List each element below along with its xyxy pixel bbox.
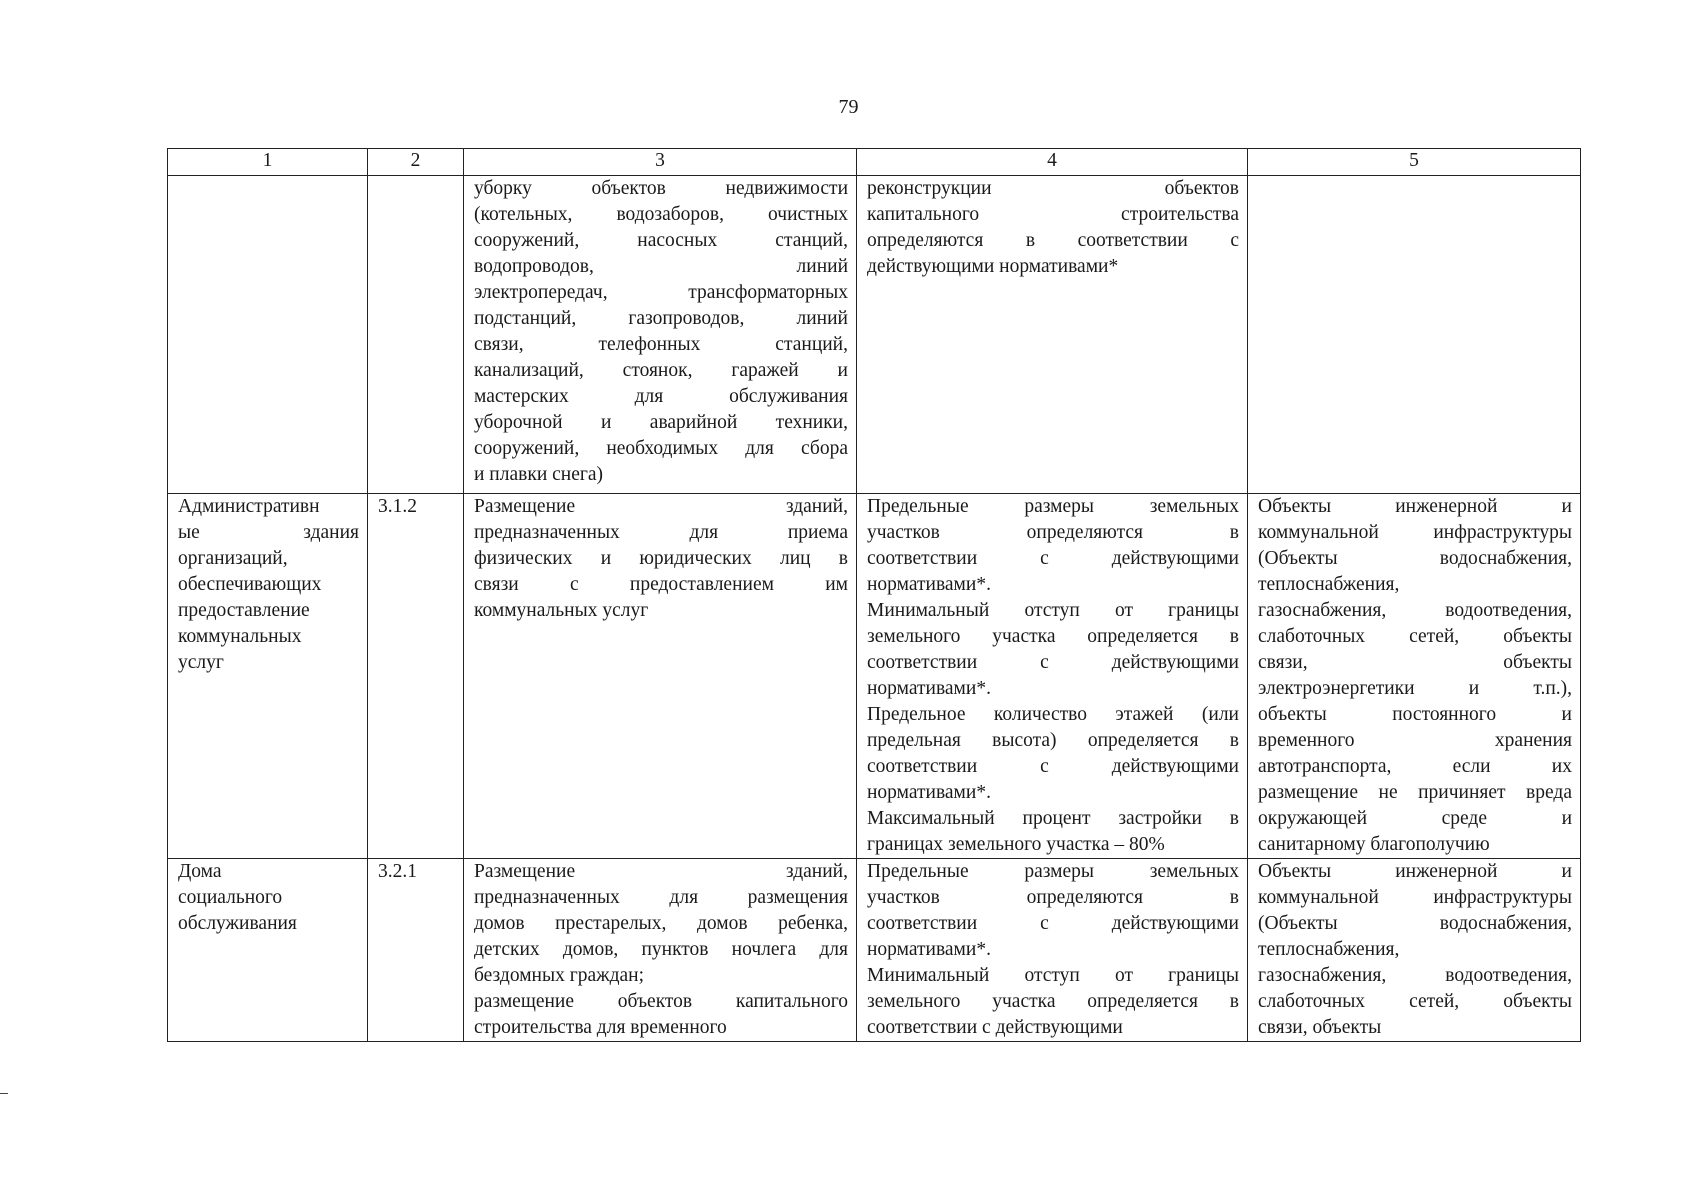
cell-text-line: сооружений, необходимых для сбора	[474, 438, 848, 459]
cell-text-line: теплоснабжения,	[1258, 574, 1400, 595]
cell-text-line: Предельные размеры земельных	[867, 496, 1239, 517]
cell-text-line: объекты постоянного и	[1258, 704, 1572, 725]
cell-text-line: бездомных граждан;	[474, 965, 645, 986]
cell-col1	[168, 494, 368, 859]
cell-text-line: соответствии с действующими	[867, 913, 1239, 934]
cell-text-line: нормативами*.	[867, 782, 991, 803]
cell-text-line: связи, телефонных станций,	[474, 334, 848, 355]
cell-text-line: размещение не причиняет вреда	[1258, 782, 1572, 803]
cell-text-line: сооружений, насосных станций,	[474, 230, 848, 251]
cell-text-line: газоснабжения, водоотведения,	[1258, 965, 1572, 986]
cell-col1	[168, 176, 368, 494]
cell-text-line: и плавки снега)	[474, 464, 604, 485]
cell-text-line: газоснабжения, водоотведения,	[1258, 600, 1572, 621]
cell-col5	[1248, 859, 1581, 1042]
cell-text-line: обеспечивающих	[178, 574, 322, 595]
cell-text-line: предназначенных для приема	[474, 522, 848, 543]
cell-text-line: коммунальных услуг	[474, 600, 649, 621]
cell-text-line: Минимальный отступ от границы	[867, 965, 1239, 986]
cell-text-line: электроэнергетики и т.п.),	[1258, 678, 1572, 699]
cell-text-line: детских домов, пунктов ночлега для	[474, 939, 848, 960]
cell-text-line: Дома	[178, 861, 222, 882]
cell-text-line: мастерских для обслуживания	[474, 386, 848, 407]
cell-text-line: Минимальный отступ от границы	[867, 600, 1239, 621]
cell-text-line: Объекты инженерной и	[1258, 496, 1572, 517]
cell-text-line: окружающей среде и	[1258, 808, 1572, 829]
cell-col4	[857, 176, 1248, 494]
cell-text-line: размещение объектов капитального	[474, 991, 848, 1012]
header-col-1: 1	[168, 149, 368, 176]
cell-text-line: организаций,	[178, 548, 288, 569]
cell-col5	[1248, 494, 1581, 859]
cell-text-line: (котельных, водозаборов, очистных	[474, 204, 848, 225]
cell-col2: 3.2.1	[368, 859, 464, 1042]
cell-text-line: временного хранения	[1258, 730, 1572, 751]
cell-text-line: реконструкции объектов	[867, 178, 1239, 199]
cell-text-line: предназначенных для размещения	[474, 887, 848, 908]
cell-text-line: строительства для временного	[474, 1017, 727, 1038]
cell-text-line: Объекты инженерной и	[1258, 861, 1572, 882]
cell-text-line: (Объекты водоснабжения,	[1258, 913, 1572, 934]
cell-text-line: связи, объекты	[1258, 1017, 1382, 1038]
cell-text-line: участков определяются в	[867, 887, 1239, 908]
cell-text-line: Предельные размеры земельных	[867, 861, 1239, 882]
table-row-social-service-homes	[168, 859, 1581, 1042]
cell-text-line: соответствии с действующими	[867, 548, 1239, 569]
cell-text-line: уборочной и аварийной техники,	[474, 412, 848, 433]
cell-col3	[464, 494, 857, 859]
cell-text-line: капитального строительства	[867, 204, 1239, 225]
land-use-table	[167, 148, 1581, 1042]
cell-col2: 3.1.2	[368, 494, 464, 859]
page-number: 79	[838, 96, 859, 118]
cell-text-line: Размещение зданий,	[474, 861, 848, 882]
header-col-2: 2	[368, 149, 464, 176]
cell-text-line: (Объекты водоснабжения,	[1258, 548, 1572, 569]
cell-text-line: Размещение зданий,	[474, 496, 848, 517]
cell-text-line: домов престарелых, домов ребенка,	[474, 913, 848, 934]
table-row-administrative-buildings	[168, 494, 1581, 859]
cell-text-line: Предельное количество этажей (или	[867, 704, 1239, 725]
cell-text-line: коммунальной инфраструктуры	[1258, 887, 1572, 908]
cell-text-line: определяются в соответствии с	[867, 230, 1239, 251]
cell-text-line: действующими нормативами*	[867, 256, 1119, 277]
cell-text-line: предельная высота) определяется в	[867, 730, 1239, 751]
cell-text-line: соответствии с действующими	[867, 1017, 1123, 1038]
cell-text-line: связи с предоставлением им	[474, 574, 848, 595]
cell-col4	[857, 494, 1248, 859]
cell-text-line: ые здания	[178, 522, 359, 543]
cell-text-line: соответствии с действующими	[867, 756, 1239, 777]
cell-col2	[368, 176, 464, 494]
cell-text-line: нормативами*.	[867, 678, 991, 699]
cell-text-line: подстанций, газопроводов, линий	[474, 308, 848, 329]
cell-col4	[857, 859, 1248, 1042]
cell-text-line: автотранспорта, если их	[1258, 756, 1572, 777]
table-row-continuation	[168, 176, 1581, 494]
cell-text-line: земельного участка определяется в	[867, 991, 1239, 1012]
cell-text-line: физических и юридических лиц в	[474, 548, 848, 569]
cell-text-line: нормативами*.	[867, 939, 991, 960]
cell-text-line: слаботочных сетей, объекты	[1258, 626, 1572, 647]
cell-text-line: санитарному благополучию	[1258, 834, 1490, 855]
cell-text-line: участков определяются в	[867, 522, 1239, 543]
header-col-3: 3	[464, 149, 857, 176]
cell-text-line: уборку объектов недвижимости	[474, 178, 848, 199]
table-header-row	[168, 149, 1581, 176]
cell-text-line: Максимальный процент застройки в	[867, 808, 1239, 829]
cell-text-line: земельного участка определяется в	[867, 626, 1239, 647]
header-col-5: 5	[1248, 149, 1581, 176]
cell-col3	[464, 176, 857, 494]
cell-text-line: Административн	[178, 496, 320, 517]
cell-text-line: коммунальных	[178, 626, 302, 647]
cell-text-line: границах земельного участка – 80%	[867, 834, 1165, 855]
cell-text-line: социального	[178, 887, 283, 908]
cell-text-line: канализаций, стоянок, гаражей и	[474, 360, 848, 381]
cell-col3	[464, 859, 857, 1042]
cell-text-line: теплоснабжения,	[1258, 939, 1400, 960]
cell-text-line: слаботочных сетей, объекты	[1258, 991, 1572, 1012]
cell-text-line: связи, объекты	[1258, 652, 1572, 673]
cell-text-line: нормативами*.	[867, 574, 991, 595]
cell-text-line: водопроводов, линий	[474, 256, 848, 277]
cell-text-line: соответствии с действующими	[867, 652, 1239, 673]
cell-text-line: обслуживания	[178, 913, 297, 934]
header-col-4: 4	[857, 149, 1248, 176]
cell-text-line: электропередач, трансформаторных	[474, 282, 848, 303]
cell-col5	[1248, 176, 1581, 494]
cell-text-line: коммунальной инфраструктуры	[1258, 522, 1572, 543]
cell-text-line: предоставление	[178, 600, 310, 621]
cell-col1	[168, 859, 368, 1042]
cell-text-line: услуг	[178, 652, 224, 673]
scan-edge-mark	[0, 1093, 8, 1094]
